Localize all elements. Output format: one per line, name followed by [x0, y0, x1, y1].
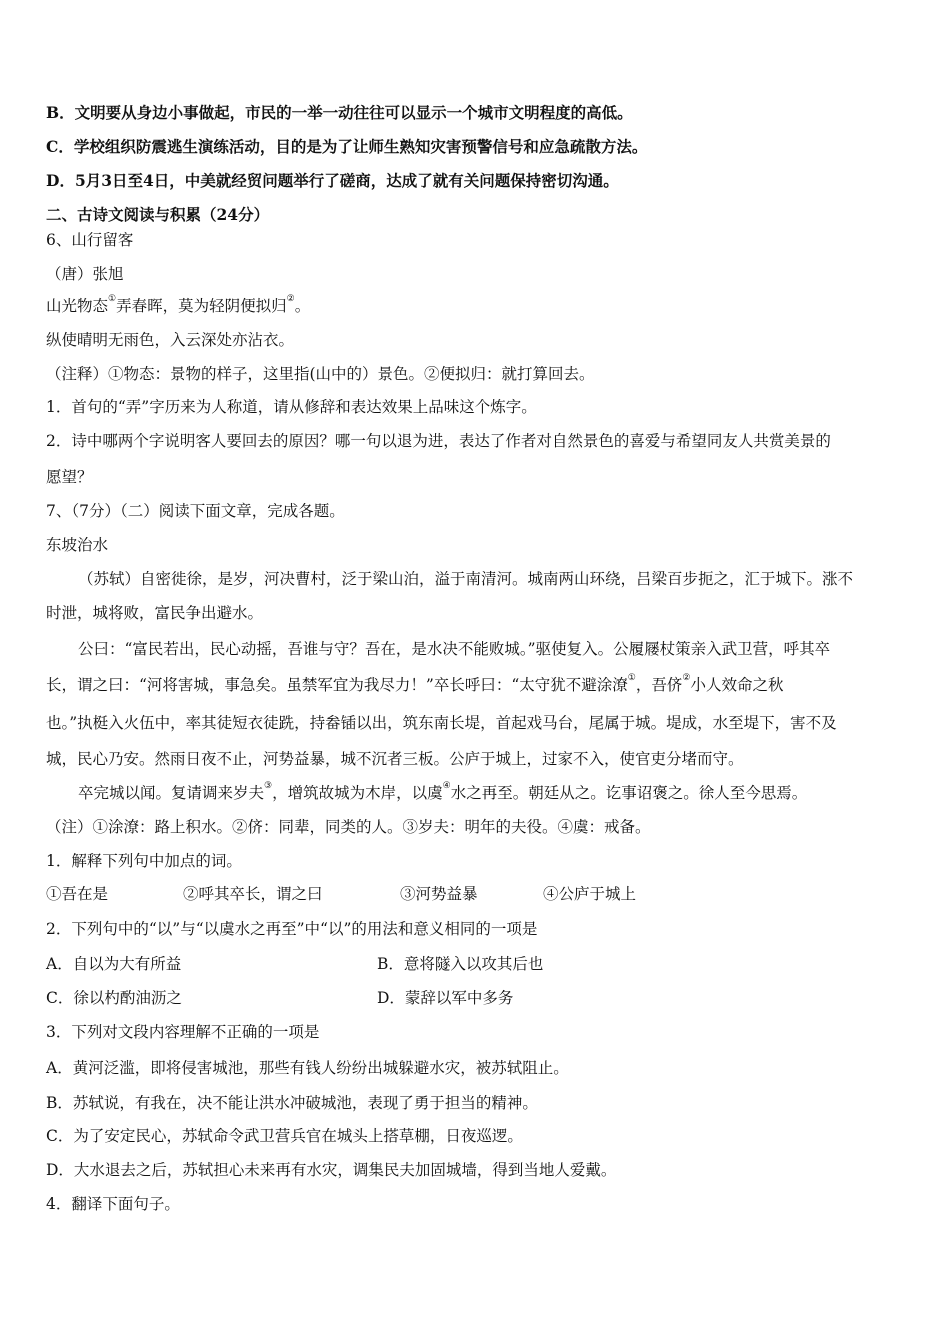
- passage-p3: 卒完城以闻。复请调来岁夫③，增筑故城为木岸，以虞④水之再至。朝廷从之。讫事诏褒之。徐人至今思焉。: [78, 781, 808, 802]
- poem-author: （唐）张旭: [46, 265, 124, 283]
- poem-annotation: （注释）①物态：景物的样子，这里指(山中的）景色。②便拟归：就打算回去。: [46, 365, 595, 383]
- q7-sub-1: 1．解释下列句中加点的词。: [46, 852, 242, 870]
- note-mark: ②: [682, 673, 691, 683]
- choice-option: C．为了安定民心，苏轼命令武卫营兵官在城头上搭草棚，日夜巡逻。: [46, 1127, 523, 1145]
- passage-p2-cont: 城，民心乃安。然雨日夜不止，河势益暴，城不沉者三板。公庐于城上，过家不入，使官吏分堵而守。: [46, 750, 744, 768]
- q7-sub-2: 2．下列句中的“以”与“以虞水之再至”中“以”的用法和意义相同的一项是: [46, 920, 538, 938]
- choice-option: B．意将隧入以攻其后也: [377, 955, 544, 973]
- section-heading: 二、古诗文阅读与积累（24分）: [46, 205, 270, 224]
- passage-p2-cont: 也。”执梃入火伍中，率其徒短衣徒跣，持畚锸以出，筑东南长堤，首起戏马台，尾属于城。堤成，水至堤下，害不及: [46, 714, 837, 732]
- choice-option: B．苏轼说，有我在，决不能让洪水冲破城池，表现了勇于担当的精神。: [46, 1094, 538, 1112]
- q7-sub-4: 4．翻译下面句子。: [46, 1195, 180, 1213]
- passage-p2: 公曰：“富民若出，民心动摇，吾谁与守？吾在，是水决不能败城。”驱使复入。公履屦杖策亲入武卫营，呼其卒: [78, 640, 831, 658]
- note-mark: ①: [108, 294, 117, 304]
- word-item: ③河势益暴: [400, 885, 478, 903]
- passage-p1-cont: 时泄，城将败，富民争出避水。: [46, 604, 264, 622]
- choice-option: A．黄河泛滥，即将侵害城池，那些有钱人纷纷出城躲避水灾，被苏轼阻止。: [46, 1059, 569, 1077]
- passage-notes: （注）①涂潦：路上积水。②侪：同辈，同类的人。③岁夫：明年的夫役。④虞：戒备。: [46, 818, 651, 836]
- note-mark: ②: [286, 294, 295, 304]
- word-item: ①吾在是: [46, 885, 109, 903]
- q6-sub-2: 2．诗中哪两个字说明客人要回去的原因？哪一句以退为进，表达了作者对自然景色的喜爱与希望同友人共赏美景的: [46, 432, 831, 450]
- choice-option: D．大水退去之后，苏轼担心未来再有水灾，调集民夫加固城墙，得到当地人爱戴。: [46, 1161, 617, 1179]
- q6-sub-2-cont: 愿望？: [46, 468, 93, 486]
- poem-line-1: 山光物态①弄春晖，莫为轻阴便拟归②。: [46, 294, 311, 315]
- note-mark: ①: [627, 673, 636, 683]
- choice-option: D．蒙辞以军中多务: [377, 989, 514, 1007]
- note-mark: ④: [442, 781, 451, 791]
- word-item: ②呼其卒长，谓之曰: [183, 885, 323, 903]
- choice-option: A．自以为大有所益: [46, 955, 182, 973]
- option-d-prev: D．5月3日至4日，中美就经贸问题举行了磋商，达成了就有关问题保持密切沟通。: [46, 171, 619, 190]
- q6-label: 6、山行留客: [46, 231, 134, 249]
- word-item: ④公庐于城上: [543, 885, 637, 903]
- passage-title: 东坡治水: [46, 536, 109, 554]
- q7-label: 7、（7分）（二）阅读下面文章，完成各题。: [46, 502, 345, 520]
- q6-sub-1: 1．首句的“弄”字历来为人称道，请从修辞和表达效果上品味这个炼字。: [46, 398, 537, 416]
- note-mark: ③: [264, 781, 273, 791]
- poem-line-2: 纵使晴明无雨色，入云深处亦沾衣。: [46, 331, 295, 349]
- choice-option: C．徐以杓酌油沥之: [46, 989, 182, 1007]
- passage-p2-cont: 长，谓之曰：“河将害城，事急矣。虽禁军宜为我尽力！”卒长呼曰：“太守犹不避涂潦①，吾侪②小人效命之秋: [46, 673, 784, 694]
- passage-p1: （苏轼）自密徙徐，是岁，河决曹村，泛于梁山泊，溢于南清河。城南两山环绕，吕梁百步扼之，汇于城下。涨不: [78, 570, 854, 588]
- option-c-prev: C．学校组织防震逃生演练活动，目的是为了让师生熟知灾害预警信号和应急疏散方法。: [46, 137, 648, 156]
- q7-sub-3: 3．下列对文段内容理解不正确的一项是: [46, 1023, 320, 1041]
- option-b-prev: B．文明要从身边小事做起，市民的一举一动往往可以显示一个城市文明程度的高低。: [46, 103, 633, 122]
